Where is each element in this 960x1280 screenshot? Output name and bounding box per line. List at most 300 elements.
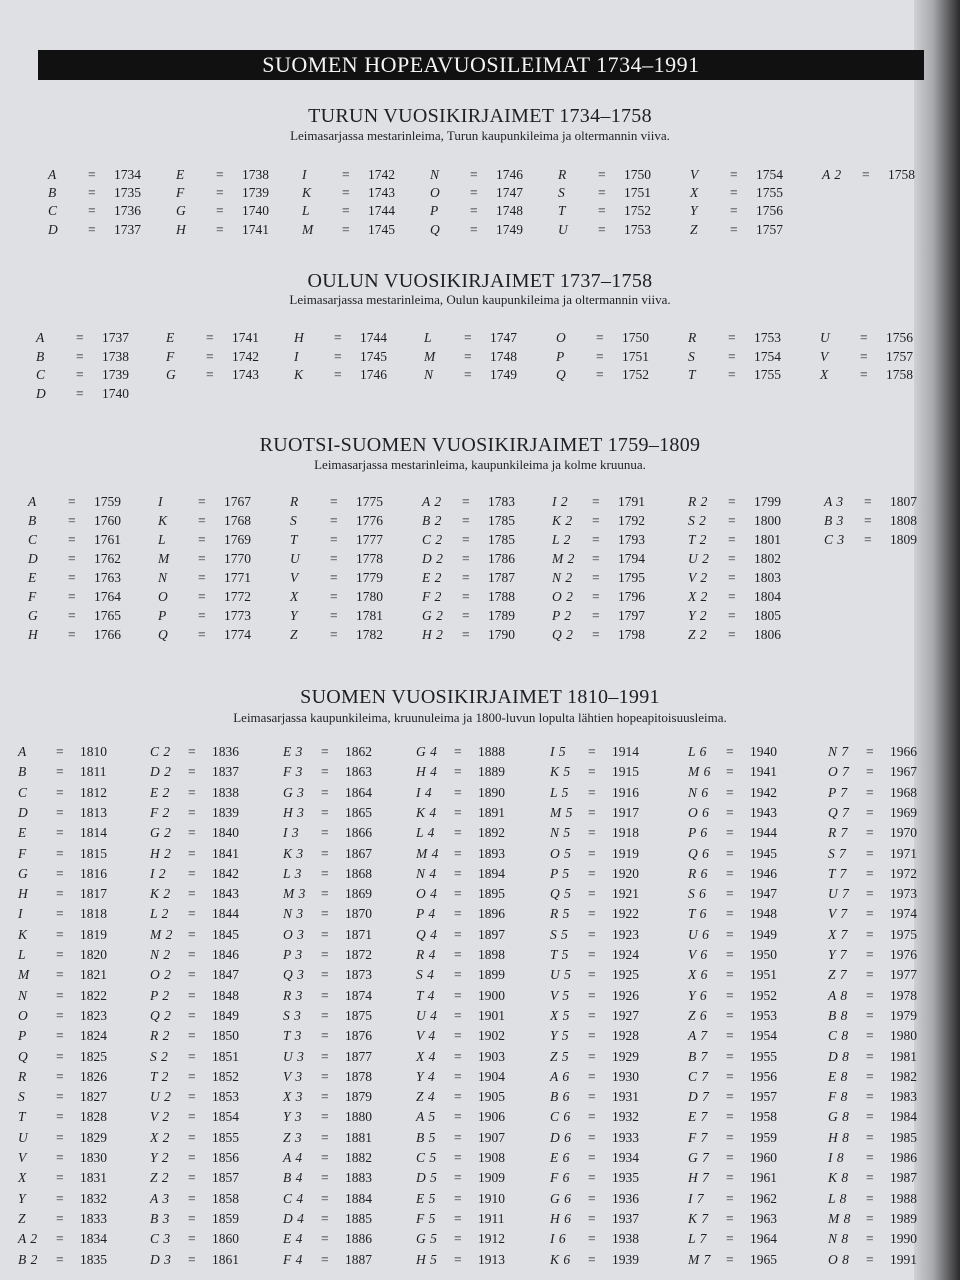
table-row [18,1231,158,1249]
table-row [430,167,570,185]
table-row [422,589,562,607]
table-row [283,988,423,1006]
year-letter: U [290,551,301,566]
equals-sign: = [454,987,462,1003]
table-row [688,764,828,782]
year-letter: Z 6 [688,1007,708,1023]
table-row [283,1049,423,1067]
equals-sign: = [321,825,329,841]
equals-sign: = [598,203,606,219]
year-value: 1977 [890,967,917,983]
year-value: 1937 [612,1210,639,1226]
year-value: 1861 [212,1251,239,1267]
table-row [150,785,290,803]
year-letter: T [18,1109,27,1125]
table-row [550,967,690,985]
year-value: 1913 [478,1251,505,1267]
year-letter: M [158,551,170,566]
table-row [18,825,158,843]
equals-sign: = [321,1048,329,1064]
year-letter: L 2 [150,906,169,922]
year-value: 1854 [212,1109,239,1125]
year-value: 1743 [368,185,395,201]
table-row [430,185,570,203]
year-value: 1857 [212,1170,239,1186]
year-value: 1771 [224,570,251,585]
year-letter: H [28,627,39,642]
table-row [150,1252,290,1270]
year-letter: Q [18,1048,29,1064]
year-letter: Q 4 [416,926,438,942]
equals-sign: = [321,906,329,922]
year-letter: E 3 [283,744,303,759]
year-letter: I [294,348,299,364]
equals-sign: = [68,570,76,585]
table-row [158,627,298,645]
equals-sign: = [728,532,736,547]
year-letter: P 5 [550,865,570,881]
table-row [18,1191,158,1209]
year-letter: U 6 [688,926,710,942]
year-letter: N 5 [550,825,571,841]
table-row [290,551,430,569]
table-row [18,886,158,904]
year-letter: I 2 [552,494,569,509]
year-letter: G 5 [416,1231,438,1247]
year-letter: C [36,367,46,382]
table-row [166,349,306,367]
table-row [150,1049,290,1067]
year-value: 1838 [212,784,239,800]
year-letter: Z 3 [283,1129,303,1145]
equals-sign: = [454,886,462,902]
year-value: 1738 [242,167,269,182]
table-row [283,1252,423,1270]
equals-sign: = [188,967,196,983]
equals-sign: = [188,744,196,759]
year-letter: Y [290,608,299,623]
year-letter: S [558,185,566,201]
year-value: 1739 [242,185,269,201]
year-letter: G 4 [416,744,438,759]
year-value: 1947 [750,886,777,902]
equals-sign: = [56,744,64,759]
year-letter: V 2 [150,1109,170,1125]
year-value: 1990 [890,1231,917,1247]
equals-sign: = [462,494,470,509]
year-letter: Z [290,627,299,642]
year-value: 1801 [754,532,781,547]
year-value: 1808 [890,513,917,528]
table-row [422,551,562,569]
table-row [688,846,828,864]
section-title-oulu: OULUN VUOSIKIRJAIMET 1737–1758 [307,270,653,292]
year-letter: D 2 [150,764,172,780]
year-letter: D 8 [828,1048,850,1064]
year-value: 1830 [80,1150,107,1165]
equals-sign: = [588,825,596,841]
table-row [158,570,298,588]
year-value: 1762 [94,551,121,566]
table-row [28,627,168,645]
year-letter: D [18,804,29,820]
year-value: 1853 [212,1089,239,1105]
table-row [283,1170,423,1188]
equals-sign: = [330,608,338,623]
year-letter: D 6 [550,1129,572,1145]
year-letter: E 2 [150,784,170,800]
equals-sign: = [464,367,472,382]
equals-sign: = [462,551,470,566]
equals-sign: = [866,947,874,962]
year-value: 1827 [80,1089,107,1105]
equals-sign: = [726,1170,734,1186]
year-value: 1741 [232,330,259,345]
year-value: 1755 [756,185,783,201]
equals-sign: = [454,1251,462,1267]
equals-sign: = [470,221,478,237]
year-value: 1984 [890,1109,917,1125]
equals-sign: = [56,1068,64,1084]
year-value: 1763 [94,570,121,585]
year-letter: L [18,947,27,962]
year-letter: K [18,926,28,942]
table-row [283,1231,423,1249]
table-row [828,1170,960,1188]
year-value: 1866 [345,825,372,841]
table-row [18,927,158,945]
year-value: 1930 [612,1068,639,1084]
equals-sign: = [188,1251,196,1267]
year-value: 1976 [890,947,917,962]
equals-sign: = [321,1089,329,1105]
table-row [166,367,306,385]
equals-sign: = [188,1210,196,1226]
year-letter: C 2 [150,744,171,759]
table-row [688,1089,828,1107]
table-row [828,1211,960,1229]
year-letter: F 8 [828,1089,848,1105]
table-row [422,627,562,645]
equals-sign: = [68,532,76,547]
year-value: 1844 [212,906,239,922]
table-row [688,785,828,803]
equals-sign: = [592,494,600,509]
table-row [283,1089,423,1107]
equals-sign: = [321,865,329,881]
year-value: 1963 [750,1210,777,1226]
year-value: 1785 [488,532,515,547]
table-row [283,947,423,965]
year-value: 1847 [212,967,239,983]
year-value: 1789 [488,608,515,623]
year-letter: P [158,608,167,623]
year-letter: V [290,570,299,585]
equals-sign: = [588,1150,596,1165]
year-value: 1852 [212,1068,239,1084]
equals-sign: = [198,513,206,528]
table-row [294,367,434,385]
year-letter: L 8 [828,1190,847,1206]
year-letter: F [176,185,185,201]
equals-sign: = [88,203,96,219]
year-letter: R 6 [688,865,708,881]
year-value: 1981 [890,1048,917,1064]
table-row [552,551,692,569]
equals-sign: = [588,1068,596,1084]
table-row [18,744,158,762]
year-value: 1787 [488,570,515,585]
table-row [28,494,168,512]
year-letter: F 3 [283,764,303,780]
equals-sign: = [592,608,600,623]
equals-sign: = [860,367,868,382]
equals-sign: = [588,1028,596,1044]
year-value: 1820 [80,947,107,962]
table-row [820,349,960,367]
year-letter: E [166,330,175,345]
table-row [18,785,158,803]
year-value: 1884 [345,1190,372,1206]
table-row [828,906,960,924]
equals-sign: = [321,784,329,800]
year-value: 1957 [750,1089,777,1105]
equals-sign: = [76,348,84,364]
year-value: 1980 [890,1028,917,1044]
table-row [688,1231,828,1249]
table-row [690,167,830,185]
equals-sign: = [866,764,874,780]
equals-sign: = [866,1048,874,1064]
equals-sign: = [88,221,96,237]
equals-sign: = [56,825,64,841]
year-value: 1750 [622,330,649,345]
year-letter: T 7 [828,865,847,881]
year-value: 1753 [624,221,651,237]
table-row [550,1049,690,1067]
year-value: 1747 [496,185,523,201]
year-letter: O 5 [550,845,572,861]
year-letter: G 2 [150,825,172,841]
table-row [18,1252,158,1270]
table-row [150,988,290,1006]
equals-sign: = [726,845,734,861]
table-row [688,1008,828,1026]
year-value: 1800 [754,513,781,528]
table-row [550,1089,690,1107]
table-row [688,608,828,626]
table-row [416,1231,556,1249]
equals-sign: = [454,1007,462,1023]
table-row [36,349,176,367]
table-row [550,1191,690,1209]
year-value: 1745 [368,221,395,237]
equals-sign: = [588,886,596,902]
table-row [28,589,168,607]
table-row [283,927,423,945]
table-row [558,222,698,240]
year-letter: R [558,167,567,182]
year-value: 1809 [890,532,917,547]
year-value: 1938 [612,1231,639,1247]
table-row [550,764,690,782]
equals-sign: = [56,1170,64,1186]
table-row [550,1008,690,1026]
equals-sign: = [342,185,350,201]
table-row [424,330,567,348]
table-row [283,764,423,782]
year-letter: S 2 [150,1048,169,1064]
table-row [820,330,960,348]
table-row [416,1109,556,1127]
year-letter: H 3 [283,804,305,820]
table-row [688,513,828,531]
year-letter: F 4 [283,1251,303,1267]
equals-sign: = [728,627,736,642]
table-row [690,203,830,221]
equals-sign: = [56,1109,64,1125]
year-letter: E 2 [422,570,442,585]
table-row [828,1231,960,1249]
year-value: 1753 [754,330,781,345]
year-value: 1911 [478,1210,505,1226]
year-letter: H 2 [150,845,172,861]
year-value: 1743 [232,367,259,382]
equals-sign: = [866,1150,874,1165]
table-row [828,846,960,864]
equals-sign: = [56,967,64,983]
table-row [416,988,556,1006]
equals-sign: = [454,1231,462,1247]
equals-sign: = [454,1129,462,1145]
equals-sign: = [588,1231,596,1247]
table-row [294,349,434,367]
year-letter: K [294,367,304,382]
year-letter: D [36,385,47,401]
year-value: 1822 [80,987,107,1003]
year-letter: M 3 [283,886,306,902]
year-value: 1923 [612,926,639,942]
equals-sign: = [588,865,596,881]
equals-sign: = [598,167,606,182]
year-letter: H [18,886,29,902]
equals-sign: = [454,845,462,861]
year-value: 1783 [488,494,515,509]
table-row [150,886,290,904]
year-letter: Q 3 [283,967,305,983]
table-row [552,494,692,512]
year-value: 1823 [80,1007,107,1023]
equals-sign: = [726,906,734,922]
table-row [150,866,290,884]
table-row [416,825,556,843]
year-letter: Y 2 [150,1150,170,1165]
year-value: 1956 [750,1068,777,1084]
equals-sign: = [470,167,478,182]
year-value: 1921 [612,886,639,902]
year-letter: Z 2 [150,1170,170,1186]
equals-sign: = [334,367,342,382]
table-row [283,785,423,803]
year-letter: Z 7 [828,967,848,983]
year-value: 1868 [345,865,372,881]
year-letter: B 3 [150,1210,170,1226]
year-value: 1848 [212,987,239,1003]
year-value: 1948 [750,906,777,922]
year-value: 1860 [212,1231,239,1247]
year-letter: Q 6 [688,845,710,861]
year-value: 1795 [618,570,645,585]
year-letter: A 3 [150,1190,170,1206]
equals-sign: = [188,1231,196,1247]
year-value: 1742 [232,348,259,364]
year-value: 1886 [345,1231,372,1247]
table-row [283,805,423,823]
year-value: 1839 [212,804,239,820]
year-value: 1790 [488,627,515,642]
year-letter: A 2 [18,1231,38,1247]
equals-sign: = [321,1068,329,1084]
year-letter: T 2 [150,1068,169,1084]
year-letter: C 3 [150,1231,171,1247]
equals-sign: = [866,1129,874,1145]
year-value: 1950 [750,947,777,962]
table-row [302,222,442,240]
year-letter: M 7 [688,1251,711,1267]
year-value: 1917 [612,804,639,820]
year-letter: R [688,330,697,345]
year-value: 1978 [890,987,917,1003]
year-value: 1824 [80,1028,107,1044]
table-row [150,906,290,924]
year-letter: B [18,764,27,780]
equals-sign: = [321,1231,329,1247]
year-value: 1756 [756,203,783,219]
year-value: 1891 [478,804,505,820]
year-value: 1973 [890,886,917,902]
equals-sign: = [596,348,604,364]
year-letter: P 6 [688,825,708,841]
table-row [150,1028,290,1046]
year-letter: V [690,167,699,182]
year-letter: E 8 [828,1068,848,1084]
year-value: 1883 [345,1170,372,1186]
equals-sign: = [188,1150,196,1165]
equals-sign: = [56,906,64,922]
year-letter: R [18,1068,27,1084]
equals-sign: = [726,1068,734,1084]
equals-sign: = [726,1007,734,1023]
year-letter: F 5 [416,1210,436,1226]
year-value: 1773 [224,608,251,623]
table-row [550,1028,690,1046]
table-row [424,349,564,367]
year-value: 1961 [750,1170,777,1186]
year-letter: F [18,845,27,861]
year-letter: F 7 [688,1129,708,1145]
year-letter: R 4 [416,947,436,962]
equals-sign: = [726,1251,734,1267]
year-value: 1738 [102,348,129,364]
year-value: 1798 [618,627,645,642]
table-row [18,967,158,985]
year-letter: X 2 [688,589,708,604]
table-row [283,846,423,864]
equals-sign: = [342,221,350,237]
year-value: 1873 [345,967,372,983]
equals-sign: = [726,764,734,780]
year-value: 1964 [750,1231,777,1247]
